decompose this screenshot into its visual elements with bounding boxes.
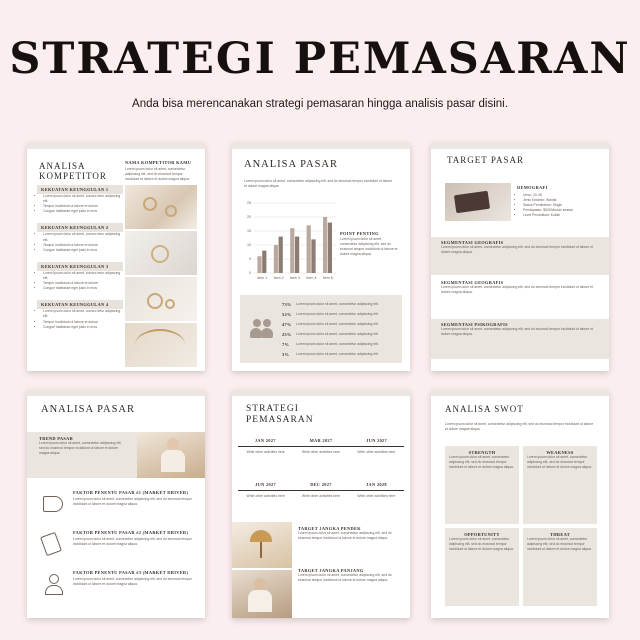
page-subtitle: Anda bisa merencanakan strategi pemasaran hingga analisis pasar disini. xyxy=(132,98,508,110)
bar xyxy=(307,225,311,273)
timeline-date: JAN 2027 xyxy=(254,438,276,443)
strength-section-1 xyxy=(37,185,123,214)
bar-chart xyxy=(240,197,340,285)
bar xyxy=(279,237,283,273)
swot-weakness xyxy=(523,446,597,524)
segment-text: Lorem ipsum dolor sit amet, consectetur adipiscing elit, sed do eiusmod tempor incididunt ut labore et dolore magna aliqua. xyxy=(441,285,594,294)
bullet: • Lorem ipsum dolor sit amet, consec tetur adipiscing elit. xyxy=(43,309,123,319)
wallet-photo xyxy=(445,183,511,221)
factor-heading: FAKTOR PENENTU PASAR #2 (MARKET DRIVER) xyxy=(73,530,189,535)
x-tick-label: Item 4 xyxy=(306,276,317,280)
segment-text: Lorem ipsum dolor sit amet, consectetur adipiscing elit, sed do eiusmod tempor incididunt ut labore et dolore magna aliqua. xyxy=(441,327,594,336)
x-tick-label: Item 5 xyxy=(322,276,333,280)
top-band xyxy=(27,390,205,396)
trend-text: Lorem ipsum dolor sit amet, consectetur adipiscing elit, sed do eiusmod tempor incididunt ut labore et dolore magna aliqua. xyxy=(39,441,122,455)
strength-section-4 xyxy=(37,300,123,329)
swot-heading: STRENGTH xyxy=(468,450,496,455)
segment-text: Lorem ipsum dolor sit amet, consectetur adipiscing elit, sed do eiusmod tempor incididunt ut labore et dolore magna aliqua. xyxy=(441,245,594,254)
page-heading: ANALISA PASAR xyxy=(41,404,136,415)
section-heading: KEKUATAN KEUNGGULAN 1 xyxy=(37,185,123,194)
intro-text: Lorem ipsum dolor sit amet, consectetur adipiscing elit, sed do eiusmod tempor incididunt ut labore et dolore magna aliqua. xyxy=(244,179,393,188)
timeline-text: Write other activities here xyxy=(357,450,396,454)
top-band xyxy=(431,390,609,396)
bar xyxy=(262,251,266,273)
stat-row xyxy=(282,349,400,359)
stat-text: Lorem ipsum dolor sit amet, consectetur adipiscing elit. xyxy=(296,321,379,326)
jewelry-photo-4 xyxy=(125,323,197,367)
page-analisa-pasar-chart[interactable] xyxy=(232,143,410,371)
demografi-item: • Level Pendidikan: Kuliah xyxy=(523,213,609,218)
users-icon xyxy=(43,574,63,594)
lamp-photo xyxy=(232,522,292,568)
competitor-column-header: NAMA KOMPETITOR KAMU xyxy=(125,160,192,165)
swot-text: Lorem ipsum dolor sit amet, consectetur adipiscing elit, sed do eiusmod tempor incididunt ut labore et dolore magna aliqua. xyxy=(449,537,514,551)
timeline-text: Write other activities here xyxy=(301,494,341,498)
stat-value: 3% xyxy=(282,351,290,357)
stat-row xyxy=(282,329,400,339)
jewelry-photo-1 xyxy=(125,185,197,229)
section-heading: KEKUATAN KEUNGGULAN 4 xyxy=(37,300,123,309)
page-analisa-kompetitor[interactable] xyxy=(27,143,205,371)
jewelry-photo-2 xyxy=(125,231,197,275)
timeline-line xyxy=(238,446,404,447)
stat-row xyxy=(282,299,400,309)
bar xyxy=(323,217,327,273)
page-heading: STRATEGI PEMASARAN xyxy=(246,404,314,425)
page-strategi-pemasaran[interactable] xyxy=(232,390,410,618)
bar xyxy=(311,239,315,273)
swot-heading: OPPORTUNITY xyxy=(464,532,500,537)
y-tick-label: 10 xyxy=(247,243,251,248)
y-tick-label: 25 xyxy=(247,201,251,206)
strength-section-3 xyxy=(37,262,123,291)
top-band xyxy=(27,143,205,149)
target-text: Lorem ipsum dolor sit amet, consectetur adipiscing elit, sed do eiusmod tempor incididunt ut labore et dolore magna aliqua. xyxy=(298,573,392,582)
trend-panel xyxy=(27,432,137,478)
x-tick-label: Item 1 xyxy=(257,276,268,280)
demografi-item: • Umur: 20-35 xyxy=(523,193,609,198)
top-band xyxy=(232,390,410,396)
timeline-text: Write other activities here xyxy=(246,450,285,454)
timeline-date: DEC 2027 xyxy=(310,482,332,487)
stat-value: 73% xyxy=(282,301,292,307)
bullet: • Tempor incididunt ut labore et dolore xyxy=(43,281,123,286)
swot-text: Lorem ipsum dolor sit amet, consectetur adipiscing elit, sed do eiusmod tempor incididunt ut labore et dolore magna aliqua. xyxy=(527,455,592,469)
bar xyxy=(295,237,299,273)
page-analisa-swot[interactable] xyxy=(431,390,609,618)
bullet: • Lorem ipsum dolor sit amet, consec tetur adipiscing elit. xyxy=(43,194,123,204)
page-title: STRATEGI PEMASARAN xyxy=(9,34,631,84)
bullet: • Tempor incididunt ut labore et dolore xyxy=(43,204,123,209)
demografi-item: • Pendapatan: $5000/bulan keatas xyxy=(523,208,609,213)
bullet: • Lorem ipsum dolor sit amet, consec tetur adipiscing elit. xyxy=(43,271,123,281)
top-band xyxy=(431,143,609,149)
swot-threat xyxy=(523,528,597,606)
bar xyxy=(257,256,261,273)
people-icon xyxy=(250,317,274,341)
timeline-text: Write other activities here xyxy=(246,494,285,498)
page-target-pasar[interactable] xyxy=(431,143,609,371)
swot-text: Lorem ipsum dolor sit amet, consectetur adipiscing elit, sed do eiusmod tempor incididunt ut labore et dolore magna aliqua. xyxy=(449,455,514,469)
stat-text: Lorem ipsum dolor sit amet, consectetur adipiscing elit. xyxy=(296,331,379,336)
segment-heading: SEGMENTASI GEOGRAFIS xyxy=(441,240,504,245)
bar xyxy=(328,223,332,273)
stat-text: Lorem ipsum dolor sit amet, consectetur adipiscing elit. xyxy=(296,341,379,346)
timeline-date: JUN 2027 xyxy=(255,482,276,487)
y-tick-label: 15 xyxy=(247,229,251,234)
swot-heading: WEAKNESS xyxy=(546,450,574,455)
stats-panel xyxy=(240,295,402,363)
swot-text: Lorem ipsum dolor sit amet, consectetur adipiscing elit, sed do eiusmod tempor incididunt ut labore et dolore magna aliqua. xyxy=(527,537,592,551)
stat-value: 25% xyxy=(282,331,292,337)
x-tick-label: Item 2 xyxy=(273,276,284,280)
stat-value: 7% xyxy=(282,341,290,347)
segment-geografis-2 xyxy=(431,277,609,315)
stat-row xyxy=(282,319,400,329)
intro-text: Lorem ipsum dolor sit amet, consectetur adipiscing elit, sed do eiusmod tempor incididunt ut labore et dolore magna aliqua. xyxy=(125,167,190,181)
factor-heading: FAKTOR PENENTU PASAR #1 (MARKET DRIVER) xyxy=(73,490,189,495)
demografi-label: DEMOGRAFI xyxy=(517,185,548,190)
point-text: Lorem ipsum dolor sit amet, consectetur adipiscing elit, sed do eiusmod tempor incididunt ut labore et dolore magna aliqua. xyxy=(340,237,398,256)
x-tick-label: Item 3 xyxy=(290,276,300,280)
megaphone-icon xyxy=(43,496,63,512)
factor-heading: FAKTOR PENENTU PASAR #3 (MARKET DRIVER) xyxy=(73,570,189,575)
demografi-item: • Jenis Kelamin: Wanita xyxy=(523,198,609,203)
y-tick-label: 5 xyxy=(249,257,251,262)
demografi-item: • Status Pernikahan: Single xyxy=(523,203,609,208)
stat-value: 52% xyxy=(282,311,292,317)
timeline-date: MAR 2027 xyxy=(309,438,333,443)
target-long xyxy=(298,568,404,583)
stat-value: 47% xyxy=(282,321,292,327)
intro-text: Lorem ipsum dolor sit amet, consectetur adipiscing elit, sed do eiusmod tempor incididunt ut labore et dolore magna aliqua. xyxy=(445,422,594,431)
section-heading: KEKUATAN KEUNGGULAN 3 xyxy=(37,262,123,271)
swot-strength xyxy=(445,446,519,524)
y-tick-label: 0 xyxy=(249,271,251,276)
bar xyxy=(290,228,294,273)
factor-text: Lorem ipsum dolor sit amet, consectetur adipiscing elit, sed do eiusmod tempor incididunt ut labore et dolore magna aliqua. xyxy=(73,537,192,546)
bullet: • Congue habitasse eget justo in eros xyxy=(43,248,123,253)
segment-heading: SEGMENTASI PSIKOGRAFIS xyxy=(441,322,508,327)
segment-heading: SEGMENTASI GEOGRAFIS xyxy=(441,280,504,285)
bullet: • Lorem ipsum dolor sit amet, consec tetur adipiscing elit. xyxy=(43,232,123,242)
factor-row-1 xyxy=(39,490,199,526)
page-analisa-pasar-factors[interactable] xyxy=(27,390,205,618)
bullet: • Congue habitasse eget justo in eros xyxy=(43,209,123,214)
timeline-line xyxy=(238,490,404,491)
page-heading: ANALISA KOMPETITOR xyxy=(39,161,107,182)
bullet: • Congue habitasse eget justo in eros xyxy=(43,286,123,291)
factor-text: Lorem ipsum dolor sit amet, consectetur adipiscing elit, sed do eiusmod tempor incididunt ut labore et dolore magna aliqua. xyxy=(73,497,192,506)
factor-row-2 xyxy=(39,530,199,566)
strength-section-2 xyxy=(37,223,123,252)
segment-psikografis xyxy=(431,319,609,359)
page-heading: ANALISA SWOT xyxy=(445,404,524,414)
timeline-date: JAN 2028 xyxy=(366,482,387,487)
timeline-text: Write other activities here xyxy=(357,494,396,498)
bullet: • Tempor incididunt ut labore et dolore xyxy=(43,320,123,325)
stat-text: Lorem ipsum dolor sit amet, consectetur adipiscing elit. xyxy=(296,311,379,316)
top-band xyxy=(232,143,410,149)
trend-heading: TREND PASAR xyxy=(39,436,74,441)
timeline-bottom xyxy=(238,482,404,518)
stat-row xyxy=(282,309,400,319)
swot-heading: THREAT xyxy=(549,532,570,537)
point-heading: POINT PENTING xyxy=(340,231,379,236)
bar xyxy=(274,245,278,273)
target-text: Lorem ipsum dolor sit amet, consectetur adipiscing elit, sed do eiusmod tempor incididunt ut labore et dolore magna aliqua. xyxy=(298,531,392,540)
woman-desk-photo xyxy=(232,570,292,618)
timeline-date: JUN 2027 xyxy=(366,438,388,443)
stat-text: Lorem ipsum dolor sit amet, consectetur adipiscing elit. xyxy=(296,351,379,356)
target-heading: TARGET JANGKA PENDEK xyxy=(298,526,361,531)
bullet: • Congue habitasse eget justo in eros xyxy=(43,325,123,330)
timeline-text: Write other activities here xyxy=(301,450,341,454)
target-heading: TARGET JANGKA PANJANG xyxy=(298,568,364,573)
price-tag-icon xyxy=(40,532,62,556)
y-tick-label: 20 xyxy=(247,215,251,220)
factor-text: Lorem ipsum dolor sit amet, consectetur adipiscing elit, sed do eiusmod tempor incididunt ut labore et dolore magna aliqua. xyxy=(73,577,192,586)
stat-row xyxy=(282,339,400,349)
target-short xyxy=(298,526,404,541)
bullet: • Tempor incididunt ut labore et dolore xyxy=(43,243,123,248)
timeline-top xyxy=(238,438,404,478)
swot-opportunity xyxy=(445,528,519,606)
page-heading: TARGET PASAR xyxy=(447,155,525,165)
stat-text: Lorem ipsum dolor sit amet, consectetur adipiscing elit. xyxy=(296,301,379,306)
factor-row-3 xyxy=(39,570,199,610)
jewelry-photo-3 xyxy=(125,277,197,321)
woman-laptop-photo xyxy=(137,432,205,478)
section-heading: KEKUATAN KEUNGGULAN 2 xyxy=(37,223,123,232)
segment-geografis-1 xyxy=(431,237,609,275)
page-heading: ANALISA PASAR xyxy=(244,159,339,170)
